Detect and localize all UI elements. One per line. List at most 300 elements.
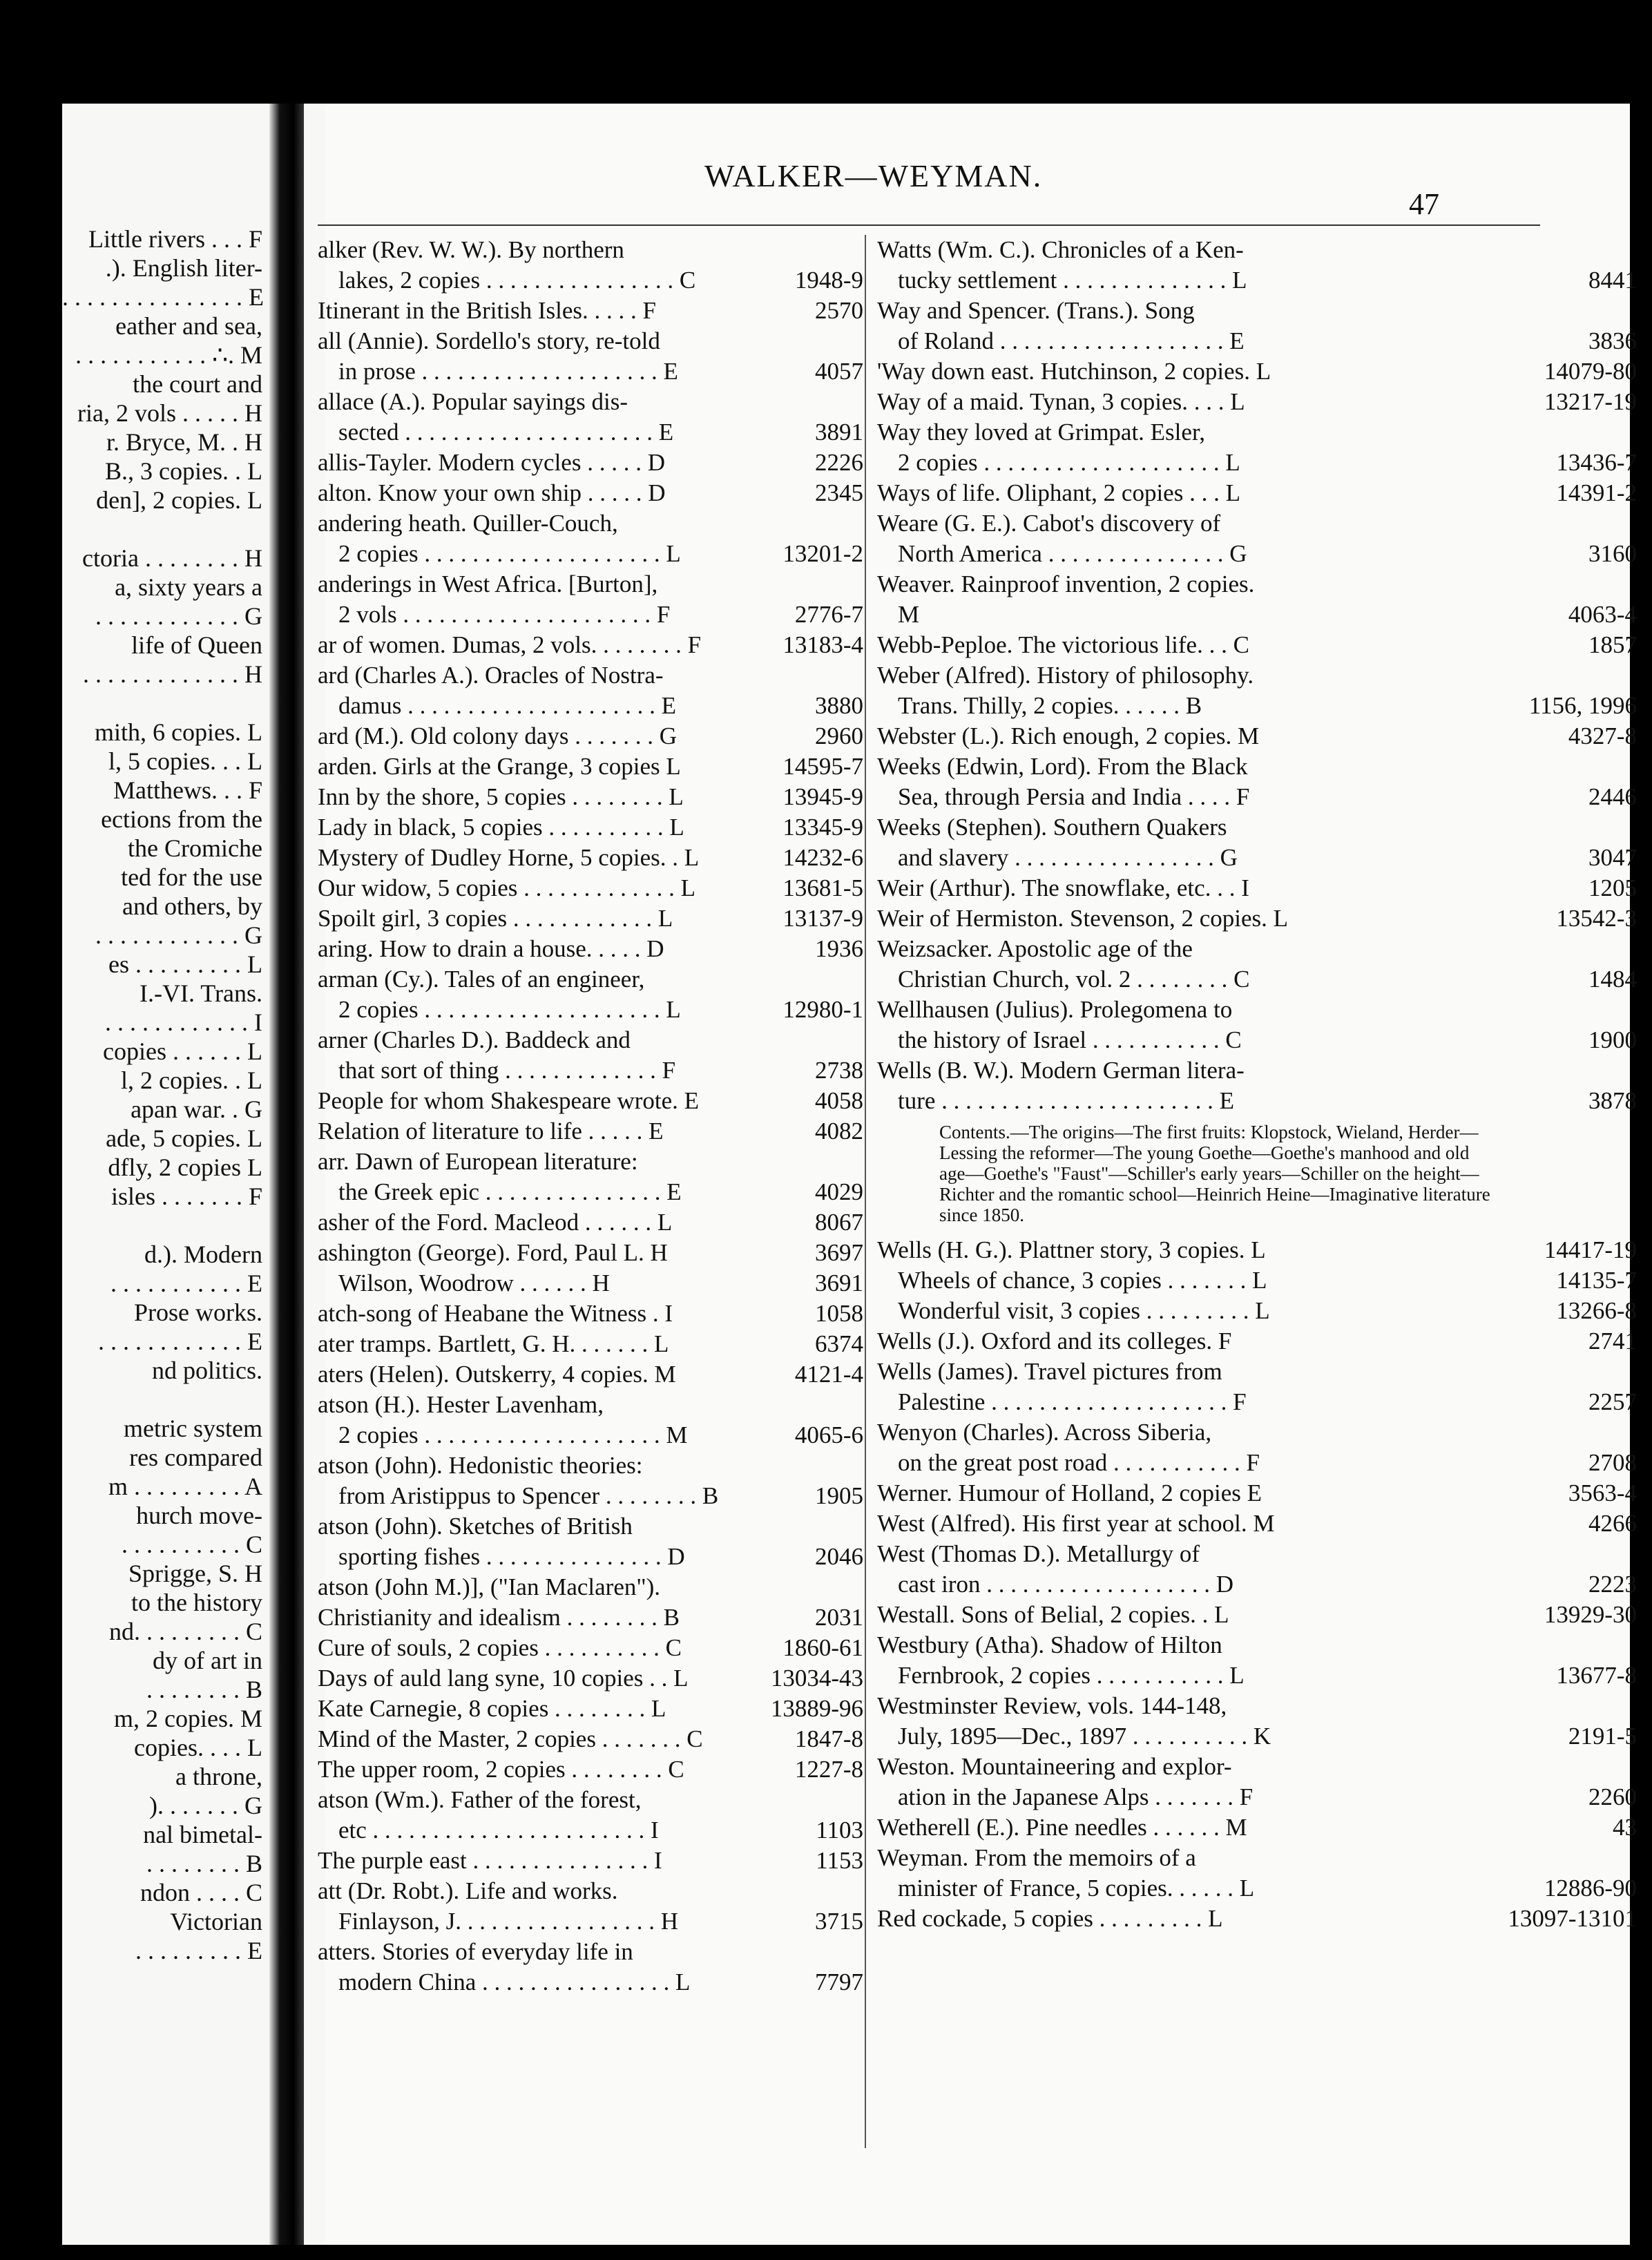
entry-text: Ways of life. Oliphant, 2 copies . . . L <box>877 479 1240 506</box>
right-column-entries <box>877 235 1637 1116</box>
entry-call-number: 3891 <box>815 419 863 446</box>
entry-call-number: 3715 <box>815 1908 863 1935</box>
catalogue-entry <box>318 1238 863 1268</box>
catalogue-entry <box>877 1478 1637 1509</box>
entry-text: Cure of souls, 2 copies . . . . . . . . . . C <box>318 1634 682 1661</box>
entry-call-number: 8441 <box>1588 267 1637 294</box>
entry-text: Weizsacker. Apostolic age of the <box>877 935 1193 962</box>
entry-call-number: 2738 <box>815 1057 863 1084</box>
catalogue-entry <box>877 600 1637 630</box>
entry-text: ation in the Japanese Alps . . . . . . . F <box>898 1783 1254 1810</box>
entry-call-number: 3697 <box>815 1239 863 1266</box>
catalogue-entry <box>877 569 1637 600</box>
entry-text: atson (John). Sketches of British <box>318 1513 633 1540</box>
entry-call-number: 13266-8 <box>1556 1297 1637 1324</box>
facing-page-line: ade, 5 copies. L <box>106 1124 262 1152</box>
catalogue-entry <box>318 1450 863 1481</box>
entry-call-number: 1484 <box>1588 966 1637 993</box>
catalogue-entry <box>318 1299 863 1329</box>
entry-text: Werner. Humour of Holland, 2 copies E <box>877 1479 1262 1506</box>
entry-call-number: 14417-19 <box>1544 1236 1637 1263</box>
facing-page-line: eather and sea, <box>115 312 262 340</box>
catalogue-entry <box>318 1025 863 1055</box>
entry-text: aring. How to drain a house. . . . . D <box>318 935 664 962</box>
entry-text: People for whom Shakespeare wrote. E <box>318 1087 700 1114</box>
facing-page-line: ndon . . . . C <box>140 1879 262 1906</box>
entry-text: arr. Dawn of European literature: <box>318 1148 638 1175</box>
entry-call-number: 14391-2 <box>1556 479 1637 506</box>
catalogue-entry <box>318 1633 863 1663</box>
entry-call-number: 4065-6 <box>794 1421 863 1448</box>
entry-call-number: 14595-7 <box>782 753 863 780</box>
entry-call-number: 3047 <box>1588 844 1637 871</box>
entry-text: 2 vols . . . . . . . . . . . . . . . . . . . . . F <box>338 601 671 628</box>
catalogue-entry <box>877 1265 1637 1296</box>
entry-call-number: 13097-13101 <box>1508 1905 1637 1932</box>
entry-text: Weir (Arthur). The snowflake, etc. . . I <box>877 874 1249 901</box>
facing-page-line: Matthews. . . F <box>113 776 262 804</box>
entry-text: atson (John). Hedonistic theories: <box>318 1452 643 1479</box>
catalogue-entry <box>318 1694 863 1724</box>
entry-text: Webb-Peploe. The victorious life. . . C <box>877 631 1249 658</box>
catalogue-entry <box>318 1390 863 1420</box>
catalogue-entry <box>877 1630 1637 1660</box>
entry-text: from Aristippus to Spencer . . . . . . . . B <box>338 1482 718 1509</box>
entry-text: arman (Cy.). Tales of an engineer, <box>318 966 645 993</box>
right-column-entries-cont <box>877 1235 1637 1934</box>
entry-text: atson (Wm.). Father of the forest, <box>318 1786 642 1813</box>
catalogue-entry <box>318 1572 863 1602</box>
entry-call-number: 2741 <box>1588 1328 1637 1354</box>
catalogue-entry <box>318 539 863 569</box>
catalogue-entry <box>877 903 1637 934</box>
catalogue-entry <box>318 417 863 448</box>
entry-call-number: 2223 <box>1588 1571 1637 1598</box>
entry-text: Westbury (Atha). Shadow of Hilton <box>877 1631 1222 1658</box>
entry-text: alton. Know your own ship . . . . . D <box>318 479 666 506</box>
entry-text: Relation of literature to life . . . . . E <box>318 1118 664 1145</box>
entry-text: Spoilt girl, 3 copies . . . . . . . . . . . . L <box>318 905 673 932</box>
entry-text: 2 copies . . . . . . . . . . . . . . . . . . . . M <box>338 1421 688 1448</box>
facing-page-line: es . . . . . . . . . L <box>108 950 262 978</box>
entry-text: cast iron . . . . . . . . . . . . . . . . . . . D <box>898 1571 1234 1598</box>
catalogue-entry <box>318 1177 863 1207</box>
catalogue-entry <box>318 296 863 326</box>
catalogue-entry <box>318 721 863 751</box>
facing-page-line: ted for the use <box>121 863 262 891</box>
catalogue-entry <box>318 1815 863 1846</box>
facing-page-line: nd politics. <box>152 1357 262 1384</box>
catalogue-entry <box>318 235 863 265</box>
entry-text: North America . . . . . . . . . . . . . . . G <box>898 540 1247 567</box>
entry-text: anderings in West Africa. [Burton], <box>318 571 658 597</box>
facing-page-line: . . . . . . . . . . . . I <box>105 1008 262 1036</box>
entry-text: The purple east . . . . . . . . . . . . . . . I <box>318 1847 662 1874</box>
catalogue-page <box>62 104 1637 2245</box>
entry-text: Lady in black, 5 copies . . . . . . . . . . L <box>318 814 684 841</box>
entry-call-number: 12886-90 <box>1544 1875 1637 1902</box>
catalogue-entry <box>877 326 1637 356</box>
catalogue-entry <box>318 1147 863 1177</box>
entry-call-number: 13201-2 <box>782 540 863 567</box>
catalogue-entry <box>318 1511 863 1542</box>
entry-text: Way of a maid. Tynan, 3 copies. . . . L <box>877 388 1245 415</box>
facing-page-line <box>62 1211 269 1240</box>
facing-page-line: nd. . . . . . . . . C <box>108 1618 262 1645</box>
entry-text: tucky settlement . . . . . . . . . . . . . . L <box>898 267 1247 294</box>
entry-call-number: 43 <box>1613 1814 1637 1841</box>
facing-page-line: . . . . . . . . B <box>146 1850 262 1877</box>
facing-page-line: Victorian <box>170 1908 262 1935</box>
catalogue-entry <box>318 630 863 660</box>
catalogue-entry <box>877 1782 1637 1812</box>
catalogue-entry <box>877 873 1637 903</box>
entry-call-number: 13677-8 <box>1556 1662 1637 1689</box>
entry-text: alker (Rev. W. W.). By northern <box>318 236 624 263</box>
catalogue-entry <box>877 812 1637 843</box>
facing-page-line: dfly, 2 copies L <box>108 1153 262 1181</box>
entry-text: Wells (B. W.). Modern German litera- <box>877 1057 1245 1084</box>
catalogue-entry <box>318 751 863 782</box>
entry-text: Mystery of Dudley Horne, 5 copies. . L <box>318 844 700 871</box>
facing-page-line <box>62 1385 269 1414</box>
entry-text: Wells (J.). Oxford and its colleges. F <box>877 1328 1232 1354</box>
entry-text: atson (H.). Hester Lavenham, <box>318 1391 604 1418</box>
entry-call-number: 3836 <box>1588 327 1637 354</box>
catalogue-entry <box>318 782 863 812</box>
entry-text: allis-Tayler. Modern cycles . . . . . D <box>318 449 665 476</box>
facing-page-line: nal bimetal- <box>143 1821 262 1848</box>
entry-text: ashington (George). Ford, Paul L. H <box>318 1239 668 1266</box>
entry-call-number: 4266 <box>1588 1510 1637 1537</box>
catalogue-entry <box>877 1539 1637 1569</box>
catalogue-entry <box>877 387 1637 417</box>
entry-text: ture . . . . . . . . . . . . . . . . . . . . . . . E <box>898 1087 1235 1114</box>
catalogue-entry <box>318 873 863 903</box>
catalogue-entry <box>877 1873 1637 1904</box>
facing-page-line: apan war. . G <box>131 1095 262 1123</box>
entry-call-number: 1205 <box>1588 874 1637 901</box>
catalogue-entry <box>877 478 1637 508</box>
catalogue-entry <box>877 964 1637 995</box>
catalogue-entry <box>318 326 863 356</box>
entry-text: ard (M.). Old colony days . . . . . . . G <box>318 722 678 749</box>
catalogue-entry <box>318 1055 863 1086</box>
entry-text: Way they loved at Grimpat. Esler, <box>877 419 1205 446</box>
catalogue-entry <box>318 448 863 478</box>
catalogue-entry <box>877 265 1637 296</box>
facing-page-line: the Cromiche <box>128 834 262 862</box>
facing-page-line: B., 3 copies. . L <box>105 457 262 485</box>
catalogue-entry <box>318 660 863 691</box>
entry-text: Wheels of chance, 3 copies . . . . . . . L <box>898 1267 1267 1294</box>
facing-page-lines <box>62 224 269 1965</box>
catalogue-entry <box>877 539 1637 569</box>
entry-call-number: 1847-8 <box>794 1725 863 1752</box>
catalogue-entry <box>877 1086 1637 1116</box>
entry-text: West (Thomas D.). Metallurgy of <box>877 1540 1200 1567</box>
catalogue-entry <box>877 296 1637 326</box>
entry-text: Inn by the shore, 5 copies . . . . . . . . L <box>318 783 684 810</box>
entry-text: in prose . . . . . . . . . . . . . . . . . . . . E <box>338 358 678 385</box>
entry-text: Wellhausen (Julius). Prolegomena to <box>877 996 1233 1023</box>
facing-page-line: copies . . . . . . L <box>103 1037 262 1065</box>
entry-call-number: 4029 <box>815 1178 863 1205</box>
entry-text: Wonderful visit, 3 copies . . . . . . . . . L <box>898 1297 1270 1324</box>
catalogue-entry <box>318 1268 863 1299</box>
entry-call-number: 13681-5 <box>782 874 863 901</box>
catalogue-entry <box>318 1542 863 1572</box>
facing-page-line: . . . . . . . . . . C <box>121 1531 262 1558</box>
entry-call-number: 14232-6 <box>782 844 863 871</box>
entry-call-number: 4327-8 <box>1568 722 1637 749</box>
facing-page-line: . . . . . . . . . . . . G <box>95 921 262 949</box>
entry-text: Kate Carnegie, 8 copies . . . . . . . . L <box>318 1695 666 1722</box>
entry-text: Mind of the Master, 2 copies . . . . . . . C <box>318 1725 703 1752</box>
catalogue-entry <box>318 1724 863 1754</box>
catalogue-entry <box>877 1417 1637 1448</box>
entry-call-number: 3880 <box>815 692 863 719</box>
column-separator <box>865 235 866 2148</box>
catalogue-entry <box>877 1509 1637 1539</box>
entry-call-number: 14135-7 <box>1556 1267 1637 1294</box>
catalogue-entry <box>877 508 1637 539</box>
entry-call-number: 2570 <box>815 297 863 324</box>
entry-text: Weber (Alfred). History of philosophy. <box>877 662 1254 689</box>
entry-text: sporting fishes . . . . . . . . . . . . . . . D <box>338 1543 685 1570</box>
entry-text: Weeks (Stephen). Southern Quakers <box>877 814 1227 841</box>
entry-call-number: 12980-1 <box>782 996 863 1023</box>
entry-text: Way and Spencer. (Trans.). Song <box>877 297 1195 324</box>
entry-call-number: 2260 <box>1588 1783 1637 1810</box>
entry-call-number: 3563-4 <box>1568 1479 1637 1506</box>
catalogue-entry <box>318 964 863 995</box>
catalogue-entry <box>877 448 1637 478</box>
entry-call-number: 2046 <box>815 1543 863 1570</box>
entry-text: 2 copies . . . . . . . . . . . . . . . . . . . . L <box>898 449 1240 476</box>
facing-page-line: . . . . . . . . . . . ∴. M <box>75 341 262 369</box>
catalogue-entry <box>877 1296 1637 1326</box>
entry-call-number: 1058 <box>815 1300 863 1327</box>
entry-text: sected . . . . . . . . . . . . . . . . . . . . . E <box>338 419 674 446</box>
facing-page-line: . . . . . . . . . . . . . . . E <box>62 283 264 311</box>
entry-text: Watts (Wm. C.). Chronicles of a Ken- <box>877 236 1244 263</box>
catalogue-entry <box>318 1967 863 1998</box>
entry-text: arner (Charles D.). Baddeck and <box>318 1026 631 1053</box>
catalogue-entry <box>318 1329 863 1359</box>
entry-text: ater tramps. Bartlett, G. H. . . . . . . L <box>318 1330 669 1357</box>
entry-text: atson (John M.)], ("Ian Maclaren"). <box>318 1573 661 1600</box>
entry-call-number: 2960 <box>815 722 863 749</box>
entry-text: Sea, through Persia and India . . . . F <box>898 783 1250 810</box>
entry-call-number: 13889-96 <box>770 1695 863 1722</box>
entry-text: the Greek epic . . . . . . . . . . . . . . . E <box>338 1178 682 1205</box>
catalogue-entry <box>877 1448 1637 1478</box>
entry-text: Wells (James). Travel pictures from <box>877 1358 1222 1385</box>
entry-text: allace (A.). Popular sayings dis- <box>318 388 628 415</box>
entry-call-number: 1860-61 <box>782 1634 863 1661</box>
entry-call-number: 13183-4 <box>782 631 863 658</box>
catalogue-entry <box>318 1207 863 1238</box>
catalogue-entry <box>318 1663 863 1694</box>
entry-call-number: 13345-9 <box>782 814 863 841</box>
entry-call-number: 4063-4 <box>1568 601 1637 628</box>
catalogue-entry <box>318 478 863 508</box>
entry-text: Webster (L.). Rich enough, 2 copies. M <box>877 722 1260 749</box>
entry-text: atch-song of Heabane the Witness . I <box>318 1300 673 1327</box>
entry-call-number: 1905 <box>815 1482 863 1509</box>
entry-call-number: 1900 <box>1588 1026 1637 1053</box>
facing-page-line: dy of art in <box>153 1647 262 1674</box>
entry-text: Our widow, 5 copies . . . . . . . . . . . . . L <box>318 874 695 901</box>
entry-text: ar of women. Dumas, 2 vols. . . . . . . . F <box>318 631 702 658</box>
catalogue-entry <box>318 1116 863 1147</box>
entry-call-number: 2257 <box>1588 1388 1637 1415</box>
entry-text: ard (Charles A.). Oracles of Nostra- <box>318 662 664 689</box>
entry-text: Weaver. Rainproof invention, 2 copies. <box>877 571 1255 597</box>
catalogue-entry <box>877 721 1637 751</box>
book-gutter <box>269 104 304 2245</box>
catalogue-entry <box>318 1876 863 1906</box>
facing-page-line: Little rivers . . . F <box>88 225 262 253</box>
catalogue-entry <box>877 1752 1637 1782</box>
entry-call-number: 4057 <box>815 358 863 385</box>
entry-call-number: 1227-8 <box>794 1756 863 1783</box>
entry-text: asher of the Ford. Macleod . . . . . . L <box>318 1209 673 1236</box>
facing-page-line: life of Queen <box>131 631 262 659</box>
catalogue-entry <box>318 903 863 934</box>
facing-page-line: . . . . . . . . . . . E <box>111 1270 262 1297</box>
facing-page-line: res compared <box>129 1444 262 1471</box>
facing-page-line: . . . . . . . . . E <box>135 1937 262 1964</box>
facing-page-line: . . . . . . . . . . . . . H <box>83 660 262 688</box>
facing-page-line: den], 2 copies. L <box>96 486 262 514</box>
catalogue-entry <box>877 1660 1637 1691</box>
catalogue-entry <box>877 630 1637 660</box>
entry-text: Trans. Thilly, 2 copies. . . . . . B <box>898 692 1202 719</box>
catalogue-entry <box>318 265 863 296</box>
catalogue-entry <box>318 569 863 600</box>
catalogue-entry <box>318 1359 863 1390</box>
entry-text: Weston. Mountaineering and explor- <box>877 1753 1232 1780</box>
entry-call-number: 1857 <box>1588 631 1637 658</box>
middle-column <box>318 235 863 1998</box>
entry-call-number: 1948-9 <box>794 267 863 294</box>
catalogue-entry <box>877 1235 1637 1265</box>
catalogue-entry <box>877 1904 1637 1934</box>
entry-text: Christian Church, vol. 2 . . . . . . . . C <box>898 966 1250 993</box>
entry-text: modern China . . . . . . . . . . . . . . . . L <box>338 1969 691 1995</box>
entry-call-number: 1936 <box>815 935 863 962</box>
facing-page-line: r. Bryce, M. . H <box>106 428 262 456</box>
catalogue-entry <box>877 1843 1637 1873</box>
catalogue-entry <box>318 691 863 721</box>
catalogue-entry <box>877 751 1637 782</box>
catalogue-entry <box>877 235 1637 265</box>
entry-text: Wells (H. G.). Plattner story, 3 copies. L <box>877 1236 1266 1263</box>
catalogue-entry <box>318 1086 863 1116</box>
catalogue-entry <box>318 1937 863 1967</box>
entry-text: Fernbrook, 2 copies . . . . . . . . . . . L <box>898 1662 1245 1689</box>
entry-call-number: 13929-30 <box>1544 1601 1637 1628</box>
catalogue-entry <box>877 1569 1637 1600</box>
entry-text: on the great post road . . . . . . . . . . . F <box>898 1449 1260 1476</box>
facing-page-line: Prose works. <box>134 1299 262 1326</box>
facing-page-line: Sprigge, S. H <box>128 1560 262 1587</box>
catalogue-entry <box>318 600 863 630</box>
entry-text: damus . . . . . . . . . . . . . . . . . . . . . E <box>338 692 677 719</box>
facing-page-line: metric system <box>124 1415 262 1442</box>
catalogue-entry <box>318 508 863 539</box>
entry-text: and slavery . . . . . . . . . . . . . . . . . G <box>898 844 1238 871</box>
catalogue-entry <box>877 660 1637 691</box>
facing-page-line: isles . . . . . . . F <box>111 1182 262 1210</box>
entry-call-number: 4082 <box>815 1118 863 1145</box>
right-column <box>877 235 1637 1934</box>
entry-text: M <box>898 601 920 628</box>
facing-page-line: ctoria . . . . . . . . H <box>82 544 262 572</box>
entry-text: 2 copies . . . . . . . . . . . . . . . . . . . . L <box>338 996 681 1023</box>
facing-page-line: d.). Modern <box>144 1241 262 1268</box>
facing-page-line: the court and <box>133 370 262 398</box>
entry-call-number: 2446 <box>1588 783 1637 810</box>
entry-text: Itinerant in the British Isles. . . . . F <box>318 297 656 324</box>
entry-call-number: 13217-19 <box>1544 388 1637 415</box>
catalogue-entry <box>877 1357 1637 1387</box>
catalogue-entry <box>877 934 1637 964</box>
entry-text: aters (Helen). Outskerry, 4 copies. M <box>318 1361 676 1388</box>
catalogue-entry <box>877 1721 1637 1752</box>
page-number: 47 <box>1409 187 1439 221</box>
entry-text: lakes, 2 copies . . . . . . . . . . . . . . . . C <box>338 267 696 294</box>
facing-page-line: copies. . . . L <box>134 1734 262 1761</box>
catalogue-entry <box>877 1326 1637 1357</box>
entry-call-number: 14079-80 <box>1544 358 1637 385</box>
catalogue-entry <box>318 812 863 843</box>
entry-call-number: 13542-3 <box>1556 905 1637 932</box>
entry-text: Finlayson, J. . . . . . . . . . . . . . . . . H <box>338 1908 678 1935</box>
entry-call-number: 13436-7 <box>1556 449 1637 476</box>
facing-page-line: l, 2 copies. . L <box>121 1066 262 1094</box>
entry-text: Christianity and idealism . . . . . . . . B <box>318 1604 680 1631</box>
entry-text: minister of France, 5 copies. . . . . . L <box>898 1875 1255 1902</box>
entry-text: Westall. Sons of Belial, 2 copies. . L <box>877 1601 1229 1628</box>
entry-text: Weyman. From the memoirs of a <box>877 1844 1196 1871</box>
entry-text: Wetherell (E.). Pine needles . . . . . . M <box>877 1814 1247 1841</box>
catalogue-entry <box>318 387 863 417</box>
entry-text: Palestine . . . . . . . . . . . . . . . . . . . . F <box>898 1388 1247 1415</box>
entry-text: arden. Girls at the Grange, 3 copies L <box>318 753 681 780</box>
header-rule <box>318 224 1540 226</box>
catalogue-entry <box>318 1785 863 1815</box>
entry-call-number: 3878 <box>1588 1087 1637 1114</box>
facing-page-line: . . . . . . . . . . . . E <box>98 1328 262 1355</box>
entry-call-number: 1103 <box>816 1817 863 1844</box>
entry-text: the history of Israel . . . . . . . . . . . C <box>898 1026 1242 1053</box>
entry-call-number: 6374 <box>815 1330 863 1357</box>
catalogue-entry <box>877 782 1637 812</box>
facing-page-line: m, 2 copies. M <box>114 1705 262 1732</box>
entry-call-number: 7797 <box>815 1969 863 1995</box>
entry-call-number: 3160 <box>1588 540 1637 567</box>
entry-call-number: 2031 <box>815 1604 863 1631</box>
facing-page-line: a, sixty years a <box>115 573 262 601</box>
facing-page-line: . . . . . . . . B <box>146 1676 262 1703</box>
entry-call-number: 4121-4 <box>794 1361 863 1388</box>
facing-page-line: ria, 2 vols . . . . . H <box>77 399 262 427</box>
entry-call-number: 1153 <box>816 1847 863 1874</box>
entry-call-number: 3691 <box>815 1270 863 1296</box>
